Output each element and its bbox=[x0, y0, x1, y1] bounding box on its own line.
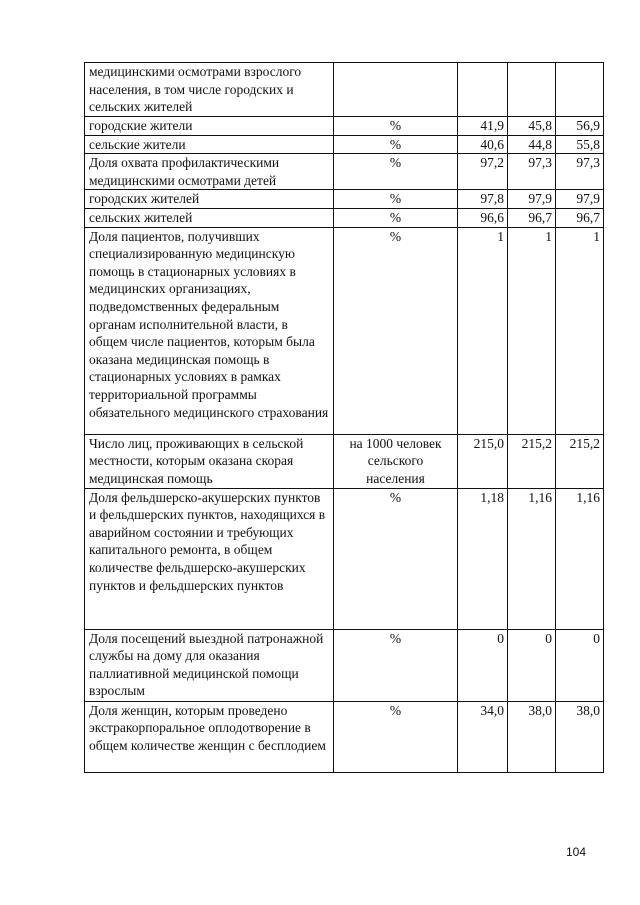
unit-cell: % bbox=[334, 135, 458, 154]
value-cell-2: 45,8 bbox=[508, 117, 556, 136]
indicator-cell: сельские жители bbox=[85, 135, 334, 154]
unit-cell: % bbox=[334, 190, 458, 209]
value-cell-2: 0 bbox=[508, 629, 556, 701]
table-row bbox=[85, 488, 604, 629]
indicator-cell: Доля пациентов, получивших специализированную медицинскую помощь в стационарных условиях в медицинских организациях, подведомственных федеральным органам исполнительной власти, в общем числе пациентов, которым была оказана медицинская помощь в стационарных условиях в рамках территориальной программы обязательного медицинского страхования bbox=[85, 227, 334, 434]
unit-cell: % bbox=[334, 117, 458, 136]
unit-cell: % bbox=[334, 701, 458, 772]
value-cell-1: 97,2 bbox=[458, 154, 508, 190]
page-number: 104 bbox=[566, 845, 587, 859]
value-cell-2 bbox=[508, 63, 556, 117]
value-cell-3: 1,16 bbox=[556, 488, 604, 629]
value-cell-3: 97,3 bbox=[556, 154, 604, 190]
value-cell-2: 97,9 bbox=[508, 190, 556, 209]
table-row bbox=[85, 135, 604, 154]
table-row bbox=[85, 117, 604, 136]
indicator-cell: Доля женщин, которым проведено экстракорпоральное оплодотворение в общем количестве женщин с бесплодием bbox=[85, 701, 334, 772]
indicator-cell: Число лиц, проживающих в сельской местности, которым оказана скорая медицинская помощь bbox=[85, 434, 334, 488]
indicator-cell: Доля охвата профилактическими медицинскими осмотрами детей bbox=[85, 154, 334, 190]
value-cell-2: 97,3 bbox=[508, 154, 556, 190]
value-cell-1 bbox=[458, 63, 508, 117]
value-cell-3: 1 bbox=[556, 227, 604, 434]
value-cell-1: 34,0 bbox=[458, 701, 508, 772]
table-row bbox=[85, 434, 604, 488]
unit-cell: на 1000 человек сельского населения bbox=[334, 434, 458, 488]
indicator-cell: городских жителей bbox=[85, 190, 334, 209]
value-cell-3: 38,0 bbox=[556, 701, 604, 772]
value-cell-2: 96,7 bbox=[508, 208, 556, 227]
indicator-cell: Доля посещений выездной патронажной службы на дому для оказания паллиативной медицинской помощи взрослым bbox=[85, 629, 334, 701]
table-row bbox=[85, 63, 604, 117]
value-cell-3: 0 bbox=[556, 629, 604, 701]
unit-cell: % bbox=[334, 154, 458, 190]
value-cell-1: 40,6 bbox=[458, 135, 508, 154]
indicator-cell: медицинскими осмотрами взрослого населения, в том числе городских и сельских жителей bbox=[85, 63, 334, 117]
unit-cell: % bbox=[334, 208, 458, 227]
table-row bbox=[85, 701, 604, 772]
value-cell-2: 1 bbox=[508, 227, 556, 434]
table-row bbox=[85, 190, 604, 209]
table-row bbox=[85, 227, 604, 434]
value-cell-3 bbox=[556, 63, 604, 117]
table-row bbox=[85, 629, 604, 701]
value-cell-1: 1,18 bbox=[458, 488, 508, 629]
indicators-table-body bbox=[85, 63, 604, 773]
value-cell-3: 56,9 bbox=[556, 117, 604, 136]
value-cell-2: 215,2 bbox=[508, 434, 556, 488]
value-cell-1: 96,6 bbox=[458, 208, 508, 227]
value-cell-2: 44,8 bbox=[508, 135, 556, 154]
value-cell-3: 97,9 bbox=[556, 190, 604, 209]
table-row bbox=[85, 154, 604, 190]
value-cell-2: 38,0 bbox=[508, 701, 556, 772]
unit-cell: % bbox=[334, 488, 458, 629]
indicator-cell: городские жители bbox=[85, 117, 334, 136]
value-cell-1: 97,8 bbox=[458, 190, 508, 209]
indicators-table bbox=[84, 62, 604, 773]
indicator-cell: Доля фельдшерско-акушерских пунктов и фельдшерских пунктов, находящихся в аварийном состоянии и требующих капитального ремонта, в общем количестве фельдшерско-акушерских пунктов и фельдшерских пунктов bbox=[85, 488, 334, 629]
value-cell-1: 215,0 bbox=[458, 434, 508, 488]
indicator-cell: сельских жителей bbox=[85, 208, 334, 227]
unit-cell: % bbox=[334, 227, 458, 434]
value-cell-3: 215,2 bbox=[556, 434, 604, 488]
value-cell-1: 41,9 bbox=[458, 117, 508, 136]
value-cell-3: 55,8 bbox=[556, 135, 604, 154]
value-cell-3: 96,7 bbox=[556, 208, 604, 227]
value-cell-1: 0 bbox=[458, 629, 508, 701]
unit-cell bbox=[334, 63, 458, 117]
unit-cell: % bbox=[334, 629, 458, 701]
value-cell-1: 1 bbox=[458, 227, 508, 434]
value-cell-2: 1,16 bbox=[508, 488, 556, 629]
table-row bbox=[85, 208, 604, 227]
